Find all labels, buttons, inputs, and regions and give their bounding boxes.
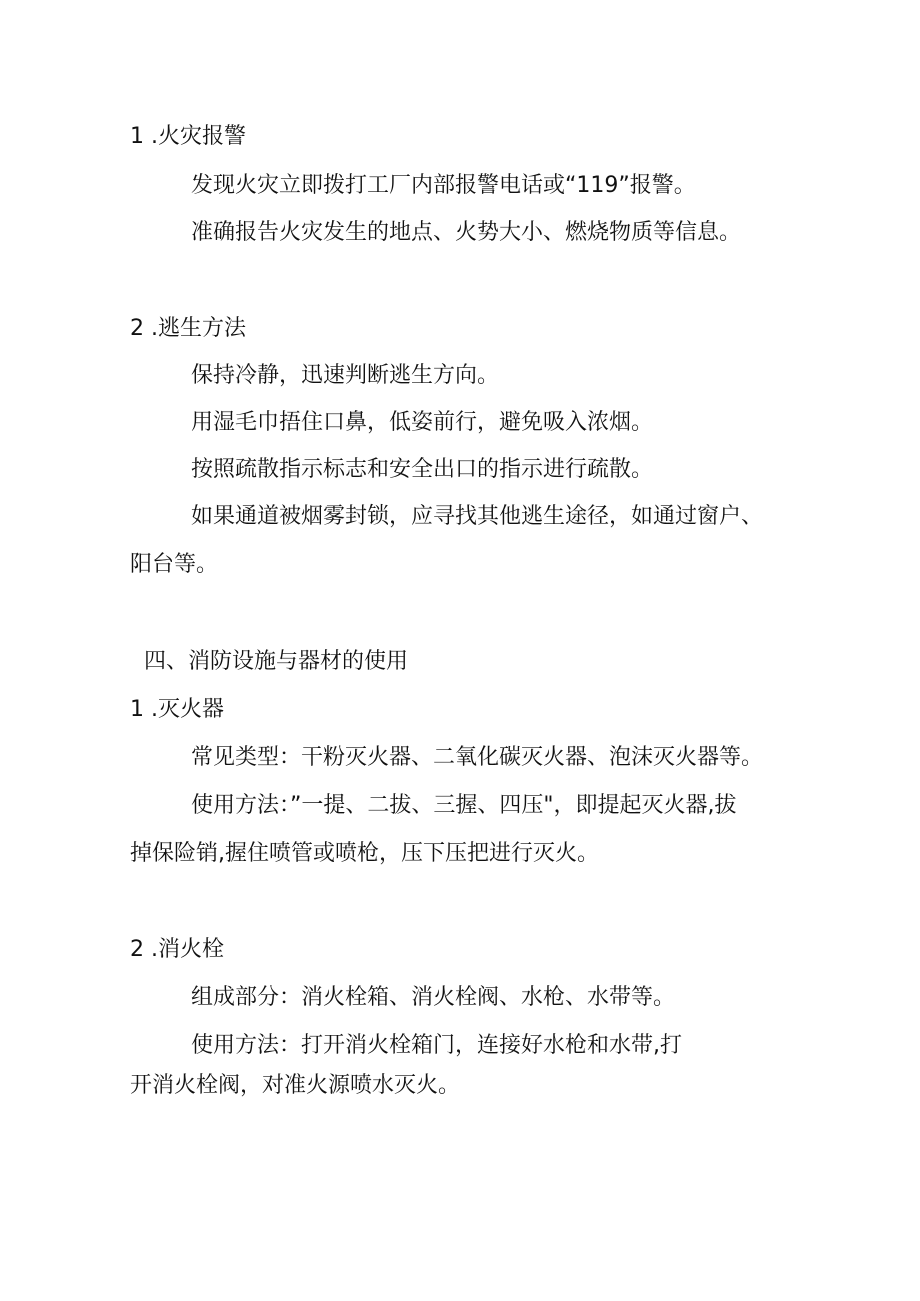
section-heading-fire-alarm: 1 .火灾报警 xyxy=(130,124,246,149)
paragraph-report-info: 准确报告火灾发生的地点、火势大小、燃烧物质等信息。 xyxy=(191,220,742,245)
section-heading-escape: 2 .逃生方法 xyxy=(130,316,246,341)
paragraph-wet-towel: 用湿毛巾捂住口鼻，低姿前行，避免吸入浓烟。 xyxy=(191,410,654,435)
paragraph-call-119: 发现火灾立即拨打工厂内部报警电话或“119”报警。 xyxy=(191,173,696,198)
part-title: 四、消防设施与器材的使用 xyxy=(144,649,409,674)
paragraph-blocked-path: 如果通道被烟雾封锁，应寻找其他逃生途径，如通过窗户、 xyxy=(191,504,764,529)
paragraph-extinguisher-usage-continued: 掉保险销,握住喷管或喷枪，压下压把进行灭火。 xyxy=(130,841,599,866)
section-heading-hydrant: 2 .消火栓 xyxy=(130,937,224,962)
paragraph-blocked-path-continued: 阳台等。 xyxy=(130,552,219,577)
paragraph-hydrant-components: 组成部分：消火栓箱、消火栓阀、水枪、水带等。 xyxy=(191,985,676,1010)
paragraph-stay-calm: 保持冷静，迅速判断逃生方向。 xyxy=(191,363,500,388)
paragraph-hydrant-usage: 使用方法：打开消火栓箱门，连接好水枪和水带,打 xyxy=(191,1033,682,1058)
paragraph-evacuation-signs: 按照疏散指示标志和安全出口的指示进行疏散。 xyxy=(191,457,654,482)
paragraph-extinguisher-usage: 使用方法：”一提、二拔、三握、四压"，即提起灭火器,拔 xyxy=(191,793,737,818)
section-heading-extinguisher: 1 .灭火器 xyxy=(130,697,224,722)
paragraph-extinguisher-types: 常见类型：干粉灭火器、二氧化碳灭火器、泡沫灭火器等。 xyxy=(191,745,764,770)
paragraph-hydrant-usage-continued: 开消火栓阀，对准火源喷水灭火。 xyxy=(130,1073,461,1098)
